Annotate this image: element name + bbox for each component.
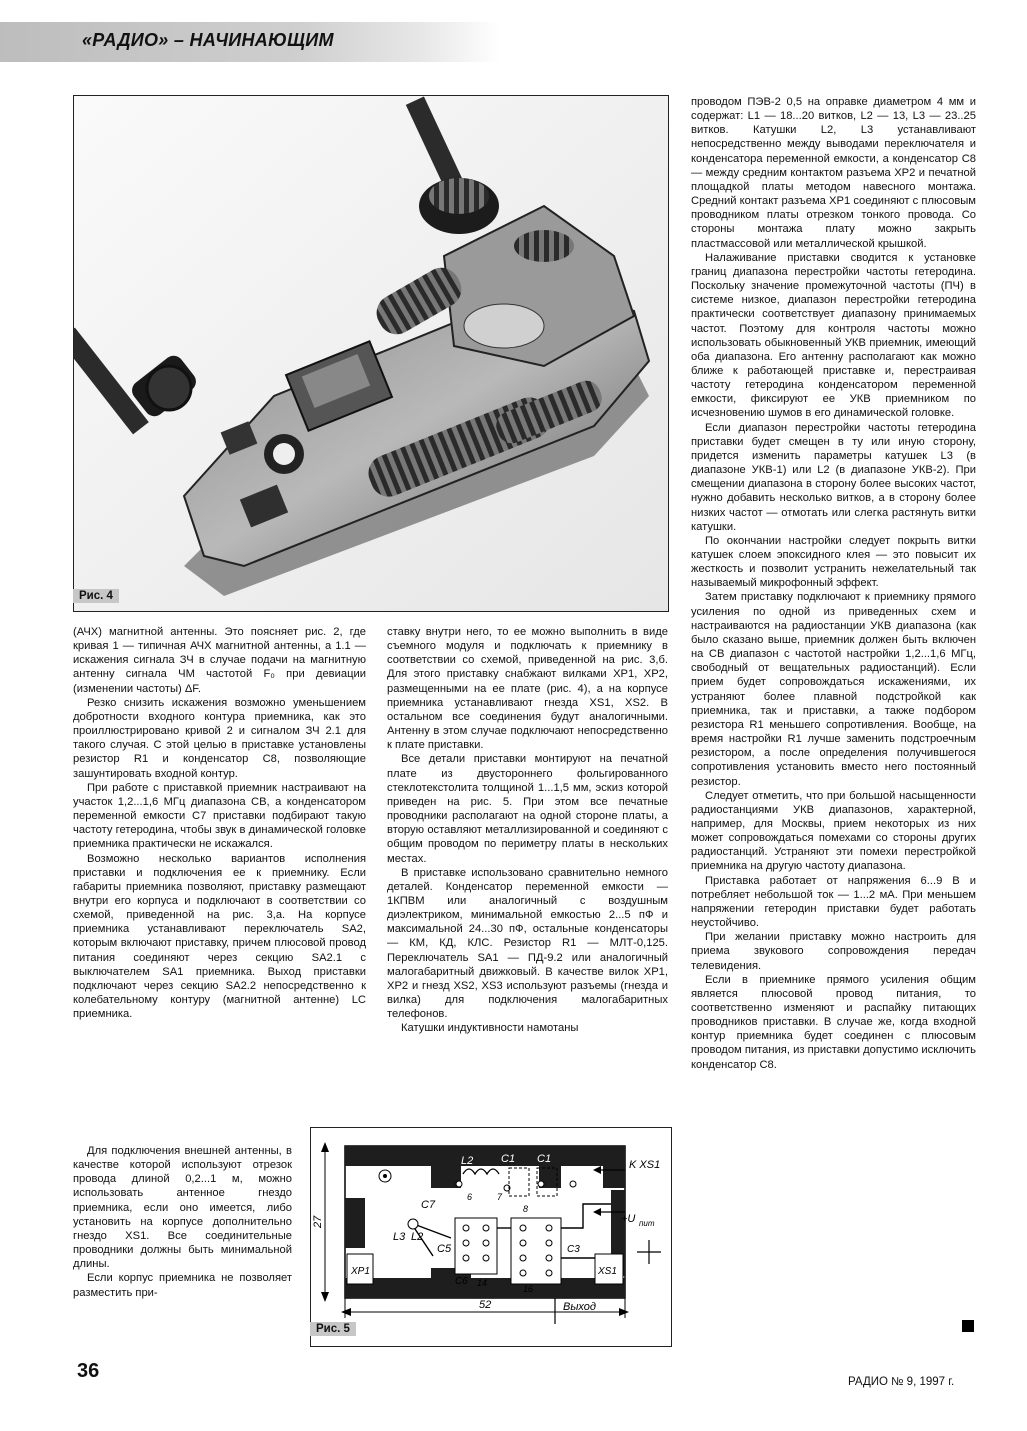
- paragraph: По окончании настройки следует покрыть витки катушек слоем эпоксидного клея — это повысит их жесткость и позволит устранить нежелательный так называемый микрофонный эффект.: [691, 534, 976, 590]
- pcb-label-upit: пит: [639, 1219, 655, 1228]
- pcb-pin-16: 16: [523, 1284, 534, 1294]
- pcb-layout-svg: [311, 1128, 671, 1346]
- pcb-pin-7: 7: [497, 1192, 503, 1202]
- figure-5-caption: Рис. 5: [310, 1322, 356, 1336]
- paragraph: Если корпус приемника не позволяет разместить при-: [73, 1272, 292, 1299]
- pcb-label-c6: C6: [455, 1276, 468, 1287]
- section-title: «РАДИО» – НАЧИНАЮЩИМ: [82, 30, 334, 50]
- column-1: [73, 625, 366, 1021]
- pcb-pin-14: 14: [477, 1278, 488, 1288]
- pcb-label-c3: C3: [567, 1244, 580, 1255]
- figure-5-pcb-drawing: [310, 1127, 672, 1347]
- column-2: [387, 625, 668, 1036]
- figure-4-caption: Рис. 4: [73, 589, 119, 603]
- paragraph: (АЧХ) магнитной антенны. Это поясняет рис. 2, где кривая 1 — типичная АЧХ магнитной антенны, а 1.1 — искажения сигнала ЗЧ в случае подачи на магнитную антенну сигнала ЧМ частотой F₀ при девиации (изменении частоты) ΔF.: [73, 626, 366, 695]
- column-1-narrow: [73, 1144, 292, 1300]
- pcb-label-uplus: +U: [621, 1213, 636, 1225]
- pcb-label-l2: L2: [461, 1155, 474, 1167]
- paragraph: проводом ПЭВ-2 0,5 на оправке диаметром 4 мм и содержат: L1 — 18...20 витков, L2 — 13, L3 — 23..25 витков. Катушки L2, L3 устанавливают непосредственно между выводами переключателя и конденсатора переменной емкости, а конденсатор С8 — между средним контактом разъема XP2 и печатной площадкой платы методом навесного монтажа. Средний контакт разъема XP1 соединяют с плюсовым проводником платы отрезком тонкого провода. Со стороны монтажа плату можно закрыть пластмассовой или металлической крышкой.: [691, 96, 976, 250]
- pcb-label-c1: C1: [501, 1153, 516, 1165]
- end-of-article-mark: [962, 1320, 974, 1332]
- paragraph: Затем приставку подключают к приемнику прямого усиления по одной из приведенных схем и настраиваются на радиостанции УКВ диапазона (как было сказано выше, приемник должен быть включен на СВ диапазон с частотой настройки 1,2...1,6 МГц, свободный от вещательных радиостанций). Если прием будет сопровождаться искажениями, их устраняют более плавной подстройкой как приемника, так и приставки, а также подбором резистора R1 меньшего сопротивления. Вообще, на время настройки R1 лучше заменить подстроечным резистором, а после определения получившегося сопротивления установить вместо него постоянный резистор.: [691, 591, 976, 788]
- pcb-label-c1b: C1: [537, 1153, 552, 1165]
- pcb-pin-8: 8: [523, 1204, 529, 1214]
- page-number: 36: [77, 1360, 100, 1382]
- pcb-pin-6: 6: [467, 1192, 473, 1202]
- column-3: [691, 95, 976, 1072]
- paragraph: При желании приставку можно настроить для приема звукового сопровождения передач телевидения.: [691, 931, 976, 972]
- figure-4-photo: [73, 95, 669, 612]
- journal-issue: РАДИО № 9, 1997 г.: [848, 1376, 955, 1388]
- paragraph: Если в приемнике прямого усиления общим является плюсовой провод питания, то соответственно изменяют и распайку питающих проводников приставки. В случае же, когда входной контур приемника будет соединен с плюсовым проводом питания, из приставки допустимо исключить конденсатор С8.: [691, 973, 976, 1071]
- pcb-label-xp1: XP1: [351, 1266, 370, 1277]
- paragraph: При работе с приставкой приемник настраивают на участок 1,2...1,6 МГц диапазона СВ, а конденсатором переменной емкости С7 приставки подбирают такую частоту гетеродина, чтобы звук в динамической головке приемника практически не искажался.: [73, 781, 366, 851]
- paragraph: Катушки индуктивности намотаны: [401, 1022, 579, 1035]
- pcb-dim-27: 27: [312, 1215, 324, 1228]
- paragraph: Если диапазон перестройки частоты гетеродина приставки будет смещен в ту или иную сторону, придется изменить параметры катушек L3 (в диапазоне УКВ-1) или L2 (в диапазоне УКВ-2). При смещении диапазона в сторону более высоких частот, нужно добавить несколько витков, а в сторону более низких частот — отмотать или слегка растянуть витки катушки.: [691, 421, 976, 533]
- device-photo-illustration: [74, 96, 668, 611]
- pcb-label-vykhod: Выход: [563, 1301, 597, 1313]
- paragraph: Все детали приставки монтируют на печатной плате из двустороннего фольгированного стеклотекстолита толщиной 1...1,5 мм, эскиз которой приведен на рис. 5. При этом все печатные проводники располагают на одной стороне платы, а вторую оставляют металлизированной и соединяют с общим проводом по периметру платы в нескольких местах.: [387, 753, 668, 865]
- paragraph: ставку внутри него, то ее можно выполнить в виде съемного модуля и подключать к приемнику в соответствии со схемой, приведенной на рис. 3,б. Для этого приставку снабжают вилками XP1, XP2, размещенными на ее плате (рис. 4), а на корпусе приемника устанавливают гнезда XS1, XS2. В остальном все соединения будут аналогичными. Антенну в этом случае подключают непосредственно к плате приставки.: [387, 626, 668, 752]
- paragraph: Приставка работает от напряжения 6...9 В и потребляет небольшой ток — 1...2 мА. При меньшем напряжении гетеродин приставки будет работать неустойчиво.: [691, 874, 976, 930]
- pcb-dim-52: 52: [479, 1299, 492, 1311]
- paragraph: В приставке использовано сравнительно немного деталей. Конденсатор переменной емкости — 1КПВМ или аналогичный с воздушным диэлектриком, минимальной емкостью 2...5 пФ и максимальной 24...30 пФ, остальные конденсаторы — КМ, КД, КЛС. Резистор R1 — МЛТ-0,125. Переключатель SA1 — ПД-9.2 или аналогичный малогабаритный движковый. В качестве вилок XP1, XP2 и гнезд XS2, XS3 используют разъемы (гнезда и вилка) для подключения малогабаритных телефонов.: [387, 866, 668, 1021]
- paragraph: Для подключения внешней антенны, в качестве которой используют отрезок провода длиной 0,2...1 м, можно использовать антенное гнездо приемника, если оно имеется, либо установить на корпусе дополнительно гнездо XS1. Все соединительные проводники должны быть минимальной длины.: [73, 1145, 292, 1271]
- paragraph: Следует отметить, что при большой насыщенности радиостанциями УКВ диапазонов, характерной, например, для Москвы, прием некоторых из них может сопровождаться помехами со стороны других радиостанций. Устраняют эти помехи перестройкой приемника на другую частоту диапазона.: [691, 789, 976, 873]
- pcb-label-c7: C7: [421, 1199, 436, 1211]
- pcb-label-l2b: L2: [411, 1231, 424, 1243]
- pcb-label-c5: C5: [437, 1243, 452, 1255]
- pcb-label-xs1: XS1: [598, 1266, 617, 1277]
- paragraph: Возможно несколько вариантов исполнения приставки и подключения ее к приемнику. Если габариты приемника позволяют, приставку размещают внутри его корпуса и подключают в соответствии со схемой, приведенной на рис. 3,а. На корпусе приемника устанавливают переключатель SA2, которым включают приставку, причем плюсовой провод питания соединяют через секцию SA2.1 с выключателем SA1 приемника. Выход приставки подключают через секцию SA2.2 непосредственно к колебательному контуру (магнитной антенне) LC приемника.: [73, 852, 366, 1021]
- pcb-label-l3: L3: [393, 1231, 406, 1243]
- paragraph: Резко снизить искажения возможно уменьшением добротности входного контура приемника, как это проиллюстрировано кривой 2 и сигналом ЗЧ 2.1 для такого случая. С этой целью в приставке установлены резистор R1 и конденсатор С8, позволяющие зашунтировать входной контур.: [73, 696, 366, 780]
- paragraph: Налаживание приставки сводится к установке границ диапазона перестройки частоты гетеродина. Поскольку значение промежуточной частоты (ПЧ) в системе низкое, диапазон перестройки гетеродина практически соответствует диапазону принимаемых частот. Поэтому для контроля частоты можно использовать обыкновенный УКВ приемник, имеющий оба диапазона. Его антенну располагают как можно ближе к работающей приставке и, перестраивая частоту гетеродина конденсатором переменной емкости, фиксируют ее УКВ приемником по исчезновению шумов в его динамической головке.: [691, 251, 976, 420]
- pcb-label-kxs1: K XS1: [629, 1159, 661, 1171]
